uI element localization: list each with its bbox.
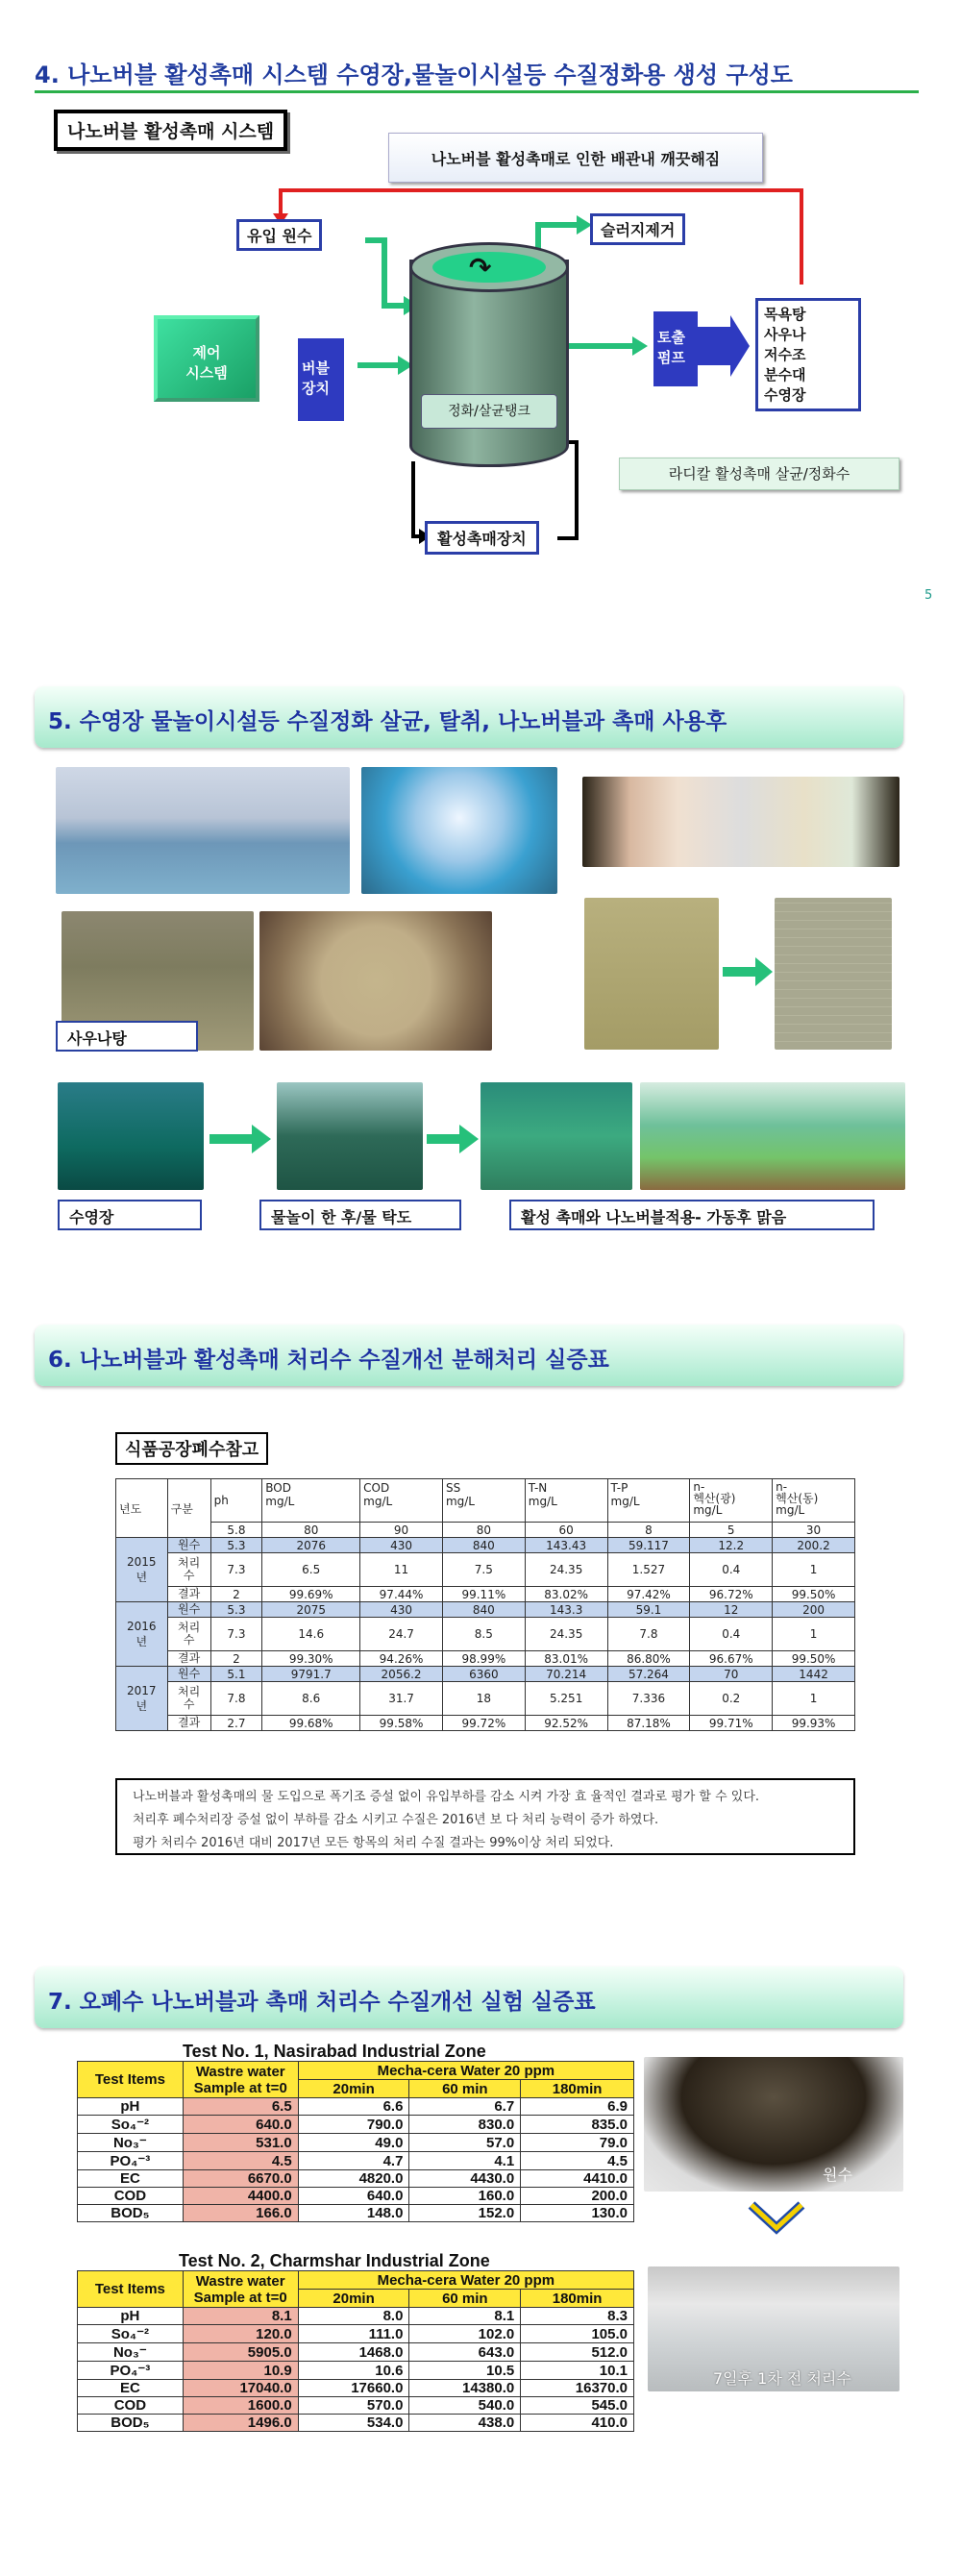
- pump-out-arrow: [698, 315, 750, 377]
- bubble-device: 버블 장치: [298, 338, 344, 421]
- year-cell: 2016 년: [116, 1602, 168, 1667]
- value-cell: 99.72%: [442, 1716, 525, 1731]
- value-cell: 94.26%: [360, 1651, 443, 1667]
- th-year: 년도: [116, 1479, 168, 1538]
- test-value-cell: 438.0: [409, 2415, 521, 2432]
- test-value-cell: 512.0: [521, 2343, 634, 2362]
- value-cell: 8.5: [442, 1618, 525, 1651]
- row-label: 원수: [167, 1538, 210, 1553]
- test-value-cell: 4.5: [183, 2152, 298, 2170]
- test-value-cell: 148.0: [298, 2205, 409, 2222]
- value-cell: 200.2: [773, 1538, 855, 1553]
- value-cell: 200: [773, 1602, 855, 1618]
- test-value-cell: 111.0: [298, 2325, 409, 2343]
- test-item-label: EC: [78, 2380, 184, 2397]
- th-ph: ph: [210, 1479, 262, 1523]
- value-cell: 8.6: [262, 1682, 360, 1716]
- value-cell: 11: [360, 1553, 443, 1587]
- inflow-arrow: [365, 240, 404, 306]
- table6: [115, 1478, 855, 1731]
- chevron-down-icon: [748, 2201, 805, 2236]
- test-item-label: No₃⁻: [78, 2134, 184, 2152]
- photo-pool-4: [640, 1082, 905, 1190]
- th-hexane-ani: n- 헥산(동) mg/L: [773, 1479, 855, 1523]
- test-value-cell: 640.0: [183, 2116, 298, 2134]
- photo-pool-3: [480, 1082, 632, 1190]
- test-value-cell: 410.0: [521, 2415, 634, 2432]
- test-item-label: pH: [78, 2098, 184, 2116]
- value-cell: 5.3: [210, 1538, 262, 1553]
- photo-treated-label: 7일후 1차 전 처리수: [713, 2369, 851, 2388]
- value-cell: 7.336: [607, 1682, 690, 1716]
- th-type: 구분: [167, 1479, 210, 1538]
- photo-fountain: [361, 767, 557, 894]
- section5-title: 5. 수영장 물놀이시설등 수질정화 살균, 탈취, 나노버블과 촉매 사용후: [48, 709, 727, 734]
- test-value-cell: 166.0: [183, 2205, 298, 2222]
- caption-pool: 수영장: [58, 1200, 202, 1230]
- value-cell: 7.8: [607, 1618, 690, 1651]
- test-value-cell: 6670.0: [183, 2170, 298, 2188]
- section6-banner: [35, 1325, 903, 1386]
- test-item-label: EC: [78, 2170, 184, 2188]
- radical-label: 라디칼 활성촉매 살균/정화수: [619, 458, 899, 490]
- output-list: [755, 298, 861, 411]
- value-cell: 99.50%: [773, 1651, 855, 1667]
- test-item-label: PO₄⁻³: [78, 2362, 184, 2380]
- test1-table: [77, 2061, 634, 2222]
- pump: 토출 펌프: [653, 311, 698, 386]
- test-value-cell: 4.1: [409, 2152, 521, 2170]
- section4-box-title: 나노버블 활성촉매 시스템: [54, 110, 287, 151]
- photo-pool-2: [277, 1082, 423, 1190]
- value-cell: 1442: [773, 1667, 855, 1682]
- row-label: 처리 수: [167, 1553, 210, 1587]
- test-value-cell: 1496.0: [183, 2415, 298, 2432]
- value-cell: 1: [773, 1553, 855, 1587]
- th-waste: Wastre water Sample at t=0: [183, 2271, 298, 2308]
- caption-sauna: 사우나탕: [56, 1021, 198, 1052]
- limit-cell: 80: [442, 1523, 525, 1538]
- value-cell: 87.18%: [607, 1716, 690, 1731]
- test-value-cell: 4410.0: [521, 2170, 634, 2188]
- test-item-label: PO₄⁻³: [78, 2152, 184, 2170]
- value-cell: 1.527: [607, 1553, 690, 1587]
- limit-cell: 60: [525, 1523, 607, 1538]
- value-cell: 840: [442, 1602, 525, 1618]
- test-item-label: No₃⁻: [78, 2343, 184, 2362]
- value-cell: 57.264: [607, 1667, 690, 1682]
- value-cell: 59.1: [607, 1602, 690, 1618]
- photo-pool-1: [58, 1082, 204, 1190]
- value-cell: 99.58%: [360, 1716, 443, 1731]
- test-item-label: So₄⁻²: [78, 2325, 184, 2343]
- value-cell: 5.1: [210, 1667, 262, 1682]
- th-hexane-min: n- 헥산(광) mg/L: [690, 1479, 773, 1523]
- row-label: 처리 수: [167, 1682, 210, 1716]
- test-value-cell: 152.0: [409, 2205, 521, 2222]
- value-cell: 2076: [262, 1538, 360, 1553]
- test-value-cell: 10.5: [409, 2362, 521, 2380]
- test-value-cell: 200.0: [521, 2188, 634, 2205]
- test-value-cell: 540.0: [409, 2397, 521, 2415]
- table6-notes: [115, 1778, 855, 1855]
- value-cell: 98.99%: [442, 1651, 525, 1667]
- test-value-cell: 8.1: [409, 2308, 521, 2325]
- test-value-cell: 16370.0: [521, 2380, 634, 2397]
- section6-title: 6. 나노버블과 활성촉매 처리수 수질개선 분해처리 실증표: [48, 1348, 609, 1373]
- th-waste: Wastre water Sample at t=0: [183, 2062, 298, 2098]
- value-cell: 24.35: [525, 1553, 607, 1587]
- test-value-cell: 830.0: [409, 2116, 521, 2134]
- test-value-cell: 6.6: [298, 2098, 409, 2116]
- th-test-items: Test Items: [78, 2062, 184, 2098]
- page-number: 5: [924, 588, 933, 603]
- test-value-cell: 120.0: [183, 2325, 298, 2343]
- output-item: 수영장: [764, 386, 806, 404]
- value-cell: 24.7: [360, 1618, 443, 1651]
- test-value-cell: 545.0: [521, 2397, 634, 2415]
- th-60min: 60 min: [409, 2080, 521, 2098]
- test-value-cell: 531.0: [183, 2134, 298, 2152]
- value-cell: 92.52%: [525, 1716, 607, 1731]
- th-test-items: Test Items: [78, 2271, 184, 2308]
- arrow-right-icon: [209, 1125, 271, 1153]
- value-cell: 430: [360, 1538, 443, 1553]
- value-cell: 99.11%: [442, 1587, 525, 1602]
- year-cell: 2015 년: [116, 1538, 168, 1602]
- test-value-cell: 4.5: [521, 2152, 634, 2170]
- value-cell: 12.2: [690, 1538, 773, 1553]
- row-label: 원수: [167, 1667, 210, 1682]
- arrow-right-icon: [427, 1125, 479, 1153]
- control-system: 제어 시스템: [154, 315, 259, 402]
- th-mecha: Mecha-cera Water 20 ppm: [298, 2062, 633, 2080]
- photo-waterpark: [56, 767, 350, 894]
- value-cell: 430: [360, 1602, 443, 1618]
- value-cell: 0.4: [690, 1553, 773, 1587]
- test-value-cell: 57.0: [409, 2134, 521, 2152]
- value-cell: 7.3: [210, 1618, 262, 1651]
- test-value-cell: 1600.0: [183, 2397, 298, 2415]
- th-ss: SS mg/L: [442, 1479, 525, 1523]
- note-line: 처리후 폐수처리장 증설 없이 부하를 감소 시키고 수질은 2016년 보 다 처리 능력이 증가 하였다.: [133, 1813, 659, 1827]
- test-value-cell: 640.0: [298, 2188, 409, 2205]
- test-value-cell: 4.7: [298, 2152, 409, 2170]
- photo-octagon-tub: [259, 911, 492, 1051]
- test2-table: [77, 2270, 634, 2432]
- row-label: 원수: [167, 1602, 210, 1618]
- th-180min: 180min: [521, 2290, 634, 2308]
- value-cell: 70.214: [525, 1667, 607, 1682]
- value-cell: 143.3: [525, 1602, 607, 1618]
- limit-cell: 90: [360, 1523, 443, 1538]
- value-cell: 96.72%: [690, 1587, 773, 1602]
- value-cell: 0.2: [690, 1682, 773, 1716]
- section4-title: 4. 나노버블 활성촉매 시스템 수영장,물놀이시설등 수질정화용 생성 구성도: [35, 62, 793, 88]
- section5-banner: [35, 686, 903, 748]
- row-label: 결과: [167, 1587, 210, 1602]
- th-bod: BOD mg/L: [262, 1479, 360, 1523]
- limit-cell: 8: [607, 1523, 690, 1538]
- row-label: 처리 수: [167, 1618, 210, 1651]
- test-value-cell: 8.0: [298, 2308, 409, 2325]
- photo-tile-before: [584, 898, 719, 1050]
- test-value-cell: 643.0: [409, 2343, 521, 2362]
- limit-cell: 30: [773, 1523, 855, 1538]
- value-cell: 99.69%: [262, 1587, 360, 1602]
- test-value-cell: 10.9: [183, 2362, 298, 2380]
- year-cell: 2017 년: [116, 1667, 168, 1731]
- test-item-label: pH: [78, 2308, 184, 2325]
- test-item-label: BOD₅: [78, 2205, 184, 2222]
- value-cell: 24.35: [525, 1618, 607, 1651]
- value-cell: 86.80%: [607, 1651, 690, 1667]
- value-cell: 143.43: [525, 1538, 607, 1553]
- top-note: 나노버블 활성촉매로 인한 배관내 깨끗해짐: [388, 133, 763, 183]
- test-item-label: COD: [78, 2397, 184, 2415]
- test-value-cell: 10.6: [298, 2362, 409, 2380]
- value-cell: 0.4: [690, 1618, 773, 1651]
- test-value-cell: 4430.0: [409, 2170, 521, 2188]
- section7-title: 7. 오폐수 나노버블과 촉매 처리수 수질개선 실험 실증표: [48, 1990, 596, 2015]
- test-value-cell: 534.0: [298, 2415, 409, 2432]
- photo-water-bottles: [582, 777, 899, 867]
- caption-final: 활성 촉매와 나노버블적용- 가동후 맑음: [509, 1200, 875, 1230]
- limit-cell: 5.8: [210, 1523, 262, 1538]
- value-cell: 96.67%: [690, 1651, 773, 1667]
- th-tn: T-N mg/L: [525, 1479, 607, 1523]
- value-cell: 6360: [442, 1667, 525, 1682]
- test-value-cell: 4400.0: [183, 2188, 298, 2205]
- row-label: 결과: [167, 1651, 210, 1667]
- value-cell: 1: [773, 1682, 855, 1716]
- sludge-label: 슬러지제거: [590, 213, 685, 245]
- value-cell: 83.02%: [525, 1587, 607, 1602]
- value-cell: 5.3: [210, 1602, 262, 1618]
- th-tp: T-P mg/L: [607, 1479, 690, 1523]
- value-cell: 7.5: [442, 1553, 525, 1587]
- test-value-cell: 6.9: [521, 2098, 634, 2116]
- th-180min: 180min: [521, 2080, 634, 2098]
- test-value-cell: 5905.0: [183, 2343, 298, 2362]
- output-item: 저수조: [764, 346, 806, 363]
- test-value-cell: 835.0: [521, 2116, 634, 2134]
- value-cell: 70: [690, 1667, 773, 1682]
- test-value-cell: 8.1: [183, 2308, 298, 2325]
- note-line: 평가 처리수 2016년 대비 2017년 모든 항목의 처리 수질 결과는 99%이상 처리 되었다.: [133, 1836, 614, 1850]
- value-cell: 7.3: [210, 1553, 262, 1587]
- test2-title: Test No. 2, Charmshar Industrial Zone: [179, 2251, 490, 2270]
- th-20min: 20min: [298, 2080, 409, 2098]
- photo-raw-water: [644, 2057, 903, 2192]
- value-cell: 99.93%: [773, 1716, 855, 1731]
- limit-cell: 80: [262, 1523, 360, 1538]
- row-label: 결과: [167, 1716, 210, 1731]
- section7-banner: [35, 1967, 903, 2028]
- value-cell: 840: [442, 1538, 525, 1553]
- value-cell: 83.01%: [525, 1651, 607, 1667]
- value-cell: 2075: [262, 1602, 360, 1618]
- value-cell: 18: [442, 1682, 525, 1716]
- test-value-cell: 49.0: [298, 2134, 409, 2152]
- table6-subtitle: 식품공장폐수참고: [115, 1432, 268, 1465]
- value-cell: 97.44%: [360, 1587, 443, 1602]
- note-line: 나노버블과 활성촉매의 물 도입으로 폭기조 증설 없이 유입부하를 감소 시켜 가장 효 율적인 결과로 평가 할 수 있다.: [133, 1790, 760, 1804]
- test-item-label: COD: [78, 2188, 184, 2205]
- value-cell: 99.68%: [262, 1716, 360, 1731]
- test-item-label: So₄⁻²: [78, 2116, 184, 2134]
- value-cell: 5.251: [525, 1682, 607, 1716]
- limit-cell: 5: [690, 1523, 773, 1538]
- value-cell: 97.42%: [607, 1587, 690, 1602]
- test-value-cell: 790.0: [298, 2116, 409, 2134]
- output-item: 분수대: [764, 366, 806, 384]
- test-value-cell: 130.0: [521, 2205, 634, 2222]
- arrow-right-icon: [723, 957, 773, 986]
- test-value-cell: 14380.0: [409, 2380, 521, 2397]
- test1-title: Test No. 1, Nasirabad Industrial Zone: [183, 2042, 486, 2061]
- caption-after-play: 물놀이 한 후/물 탁도: [259, 1200, 461, 1230]
- value-cell: 2.7: [210, 1716, 262, 1731]
- swirl-icon: ↷: [469, 252, 492, 284]
- value-cell: 7.8: [210, 1682, 262, 1716]
- test-value-cell: 10.1: [521, 2362, 634, 2380]
- photo-tile-after: [775, 898, 892, 1050]
- catalyst-device: 활성촉매장치: [425, 521, 539, 555]
- value-cell: 31.7: [360, 1682, 443, 1716]
- th-20min: 20min: [298, 2290, 409, 2308]
- test-value-cell: 160.0: [409, 2188, 521, 2205]
- tank-label: 정화/살균탱크: [421, 394, 557, 429]
- test-value-cell: 4820.0: [298, 2170, 409, 2188]
- value-cell: 2: [210, 1587, 262, 1602]
- test-value-cell: 17040.0: [183, 2380, 298, 2397]
- test-value-cell: 79.0: [521, 2134, 634, 2152]
- value-cell: 9791.7: [262, 1667, 360, 1682]
- value-cell: 1: [773, 1618, 855, 1651]
- test-value-cell: 6.5: [183, 2098, 298, 2116]
- test-value-cell: 17660.0: [298, 2380, 409, 2397]
- value-cell: 14.6: [262, 1618, 360, 1651]
- th-cod: COD mg/L: [360, 1479, 443, 1523]
- test-value-cell: 8.3: [521, 2308, 634, 2325]
- value-cell: 2: [210, 1651, 262, 1667]
- output-item: 사우나: [764, 326, 806, 343]
- test-value-cell: 570.0: [298, 2397, 409, 2415]
- photo-raw-label: 원수: [823, 2166, 852, 2184]
- value-cell: 2056.2: [360, 1667, 443, 1682]
- value-cell: 99.71%: [690, 1716, 773, 1731]
- th-mecha: Mecha-cera Water 20 ppm: [298, 2271, 633, 2290]
- inflow-label: 유입 원수: [236, 219, 322, 251]
- value-cell: 99.50%: [773, 1587, 855, 1602]
- test-value-cell: 6.7: [409, 2098, 521, 2116]
- test-value-cell: 102.0: [409, 2325, 521, 2343]
- th-60min: 60 min: [409, 2290, 521, 2308]
- value-cell: 6.5: [262, 1553, 360, 1587]
- value-cell: 59.117: [607, 1538, 690, 1553]
- test-value-cell: 105.0: [521, 2325, 634, 2343]
- value-cell: 12: [690, 1602, 773, 1618]
- test-value-cell: 1468.0: [298, 2343, 409, 2362]
- test-item-label: BOD₅: [78, 2415, 184, 2432]
- output-item: 목욕탕: [764, 306, 806, 323]
- value-cell: 99.30%: [262, 1651, 360, 1667]
